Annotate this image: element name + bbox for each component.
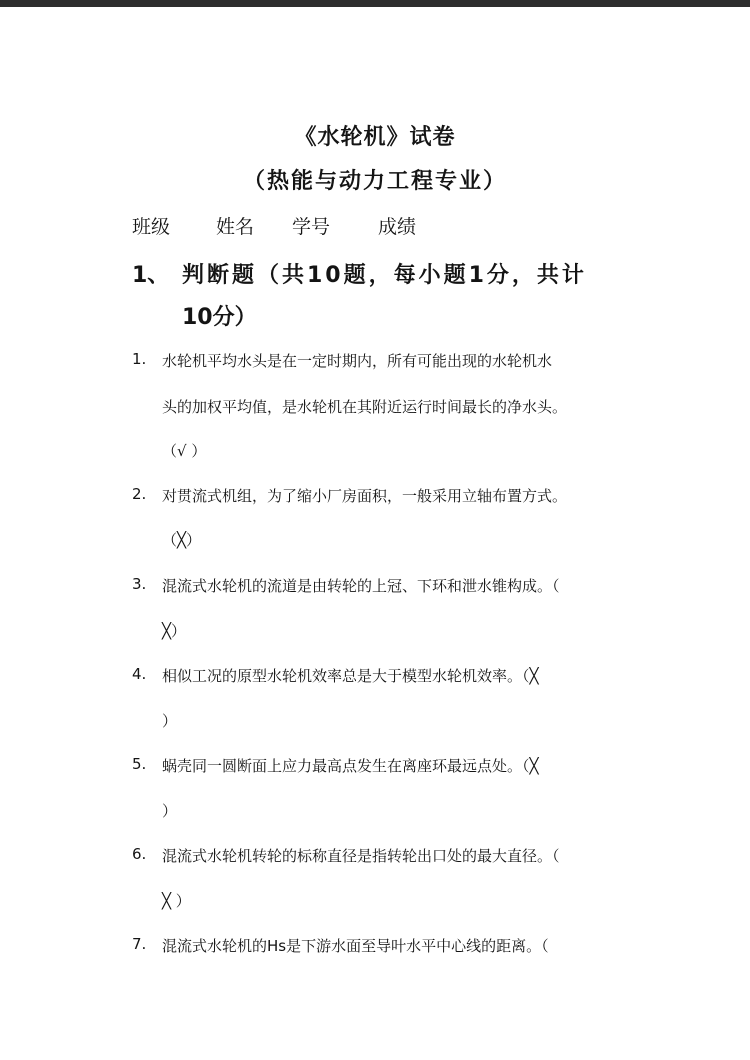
question-text: 水轮机平均水头是在一定时期内，所有可能出现的水轮机水 xyxy=(162,352,553,370)
question-number: 2. xyxy=(132,485,147,503)
question-text: 头的加权平均值，是水轮机在其附近运行时间最长的净水头。 xyxy=(162,398,568,416)
question-text: 蜗壳同一圆断面上应力最高点发生在离座环最远点处。（╳ xyxy=(162,757,539,775)
question-answer: ╳ ） xyxy=(162,892,191,910)
question-text: 混流式水轮机转轮的标称直径是指转轮出口处的最大直径。（ xyxy=(162,847,560,865)
question-number: 7. xyxy=(132,935,147,953)
section-title-continued: 10分） xyxy=(182,305,257,330)
question-number: 6. xyxy=(132,845,147,863)
question-answer: （╳） xyxy=(162,531,202,549)
info-field-score: 成绩 xyxy=(378,216,417,238)
question-number: 4. xyxy=(132,665,147,683)
question-number: 5. xyxy=(132,755,147,773)
exam-title: 《水轮机》试卷 xyxy=(294,125,456,150)
section-title: 判断题（共10题，每小题1分，共计 xyxy=(182,263,587,288)
info-field-student-id: 学号 xyxy=(292,216,331,238)
question-text: 对贯流式机组，为了缩小厂房面积，一般采用立轴布置方式。 xyxy=(162,487,568,505)
question-number: 1. xyxy=(132,350,147,368)
question-text: 混流式水轮机的Hs是下游水面至导叶水平中心线的距离。（ xyxy=(162,937,549,955)
section-number: 1、 xyxy=(132,263,170,288)
info-field-name: 姓名 xyxy=(216,216,255,238)
question-text: 混流式水轮机的流道是由转轮的上冠、下环和泄水锥构成。（ xyxy=(162,577,560,595)
question-answer: ） xyxy=(162,712,178,730)
exam-subtitle: （热能与动力工程专业） xyxy=(242,169,507,194)
question-answer: （√ ） xyxy=(162,442,207,460)
question-number: 3. xyxy=(132,575,147,593)
question-answer: ╳） xyxy=(162,622,187,640)
info-field-class: 班级 xyxy=(132,216,171,238)
question-answer: ） xyxy=(162,802,178,820)
question-text: 相似工况的原型水轮机效率总是大于模型水轮机效率。（╳ xyxy=(162,667,539,685)
top-border xyxy=(0,0,750,7)
